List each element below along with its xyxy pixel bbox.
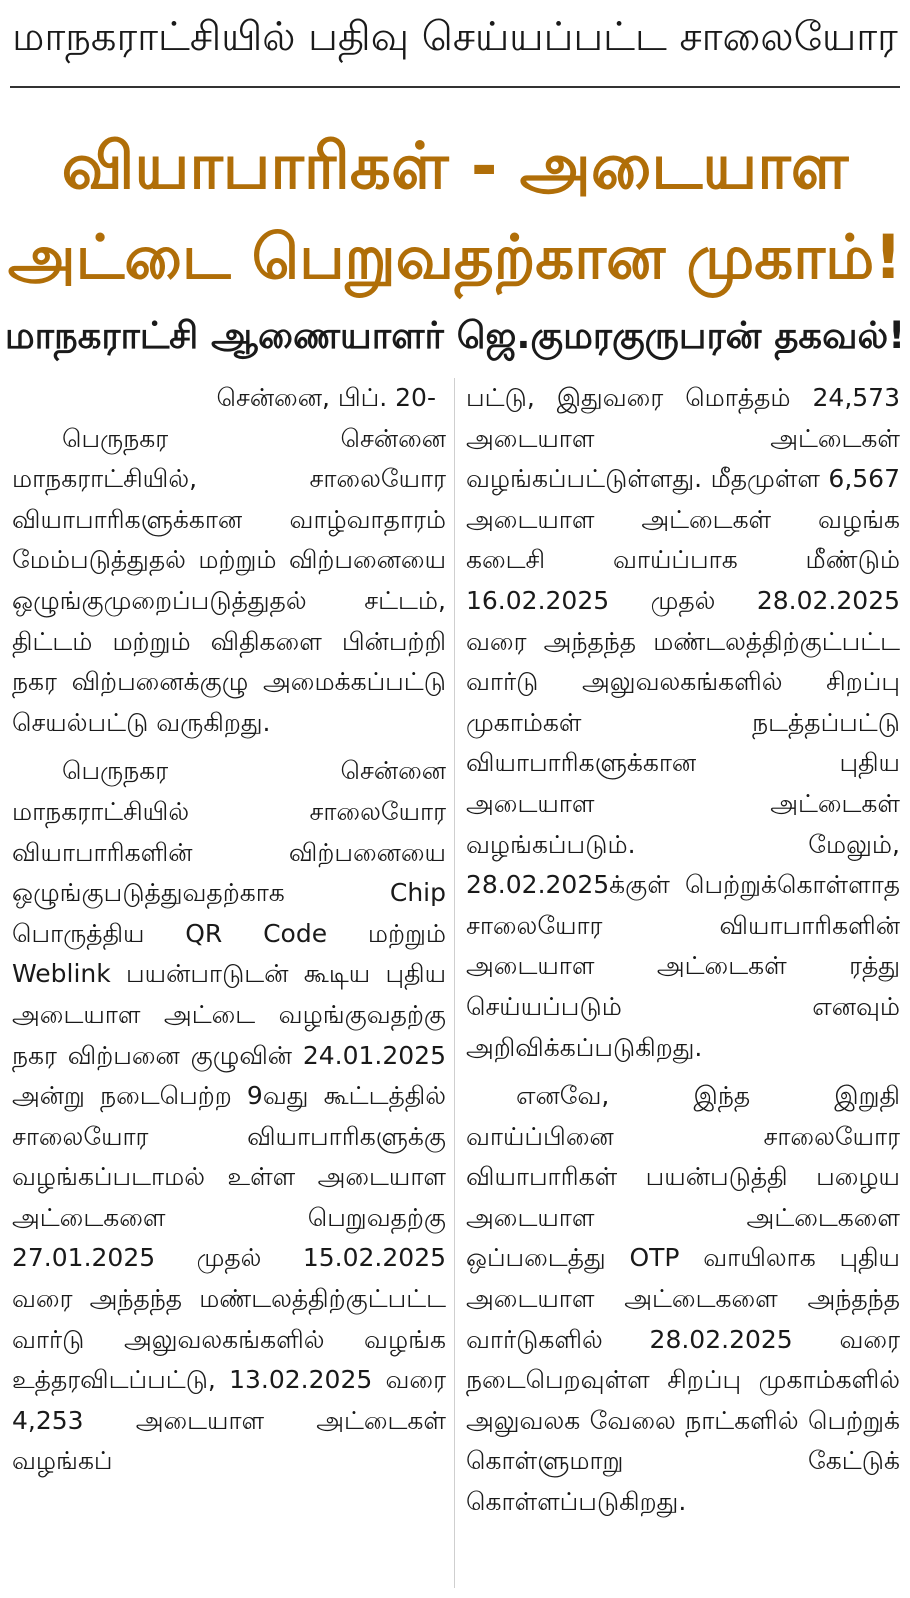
headline-line-2: அட்டை பெறுவதற்கான முகாம்! — [7, 222, 903, 293]
paragraph: பெருநகர சென்னை மாநகராட்சியில் சாலையோர வியாபாரிகளின் விற்பனையை ஒழுங்குபடுத்துவதற்காக Chip பொருத்திய QR Code மற்றும் Weblink பயன்பாடுடன் கூடிய புதிய அடையாள அட்டை வழங்குவதற்கு நகர விற்பனை குழுவின் 24.01.2025 அன்று நடைபெற்ற 9வது கூட்டத்தில் சாலையோர வியாபாரிகளுக்கு வழங்கப்படாமல் உள்ள அடையாள அட்டைகளை பெறுவதற்கு 27.01.2025 முதல் 15.02.2025 வரை அந்தந்த மண்டலத்திற்குட்பட்ட வார்டு அலுவலகங்களில் வழங்க உத்தரவிடப்பட்டு, 13.02.2025 வரை 4,253 அடையாள அட்டைகள் வழங்கப் — [12, 756, 446, 1476]
headline-line-1: வியாபாரிகள் - அடையாள — [61, 130, 849, 204]
dateline: சென்னை, பிப். 20- — [216, 383, 436, 412]
column-divider — [454, 378, 455, 1588]
paragraph: பெருநகர சென்னை மாநகராட்சியில், சாலையோர வியாபாரிகளுக்கான வாழ்வாதாரம் மேம்படுத்துதல் மற்றும் விற்பனையை ஒழுங்குமுறைப்படுத்துதல் சட்டம், திட்டம் மற்றும் விதிகளை பின்பற்றி நகர விற்பனைக்குழு அமைக்கப்பட்டு செயல்பட்டு வருகிறது. — [12, 423, 446, 737]
article-column-left — [12, 378, 446, 1482]
paragraph-continued: பட்டு, இதுவரை மொத்தம் 24,573 அடையாள அட்டைகள் வழங்கப்பட்டுள்ளது. மீதமுள்ள 6,567 அடையாள அட்டைகள் வழங்க கடைசி வாய்ப்பாக மீண்டும் 16.02.2025 முதல் 28.02.2025 வரை அந்தந்த மண்டலத்திற்குட்பட்ட வார்டு அலுவலகங்களில் சிறப்பு முகாம்கள் நடத்தப்பட்டு வியாபாரிகளுக்கான புதிய அடையாள அட்டைகள் வழங்கப்படும். மேலும், 28.02.2025க்குள் பெற்றுக்கொள்ளாத சாலையோர வியாபாரிகளின் அடையாள அட்டைகள் ரத்து செய்யப்படும் எனவும் அறிவிக்கப்படுகிறது. — [466, 383, 900, 1062]
paragraph: எனவே, இந்த இறுதி வாய்ப்பினை சாலையோர வியாபாரிகள் பயன்படுத்தி பழைய அடையாள அட்டைகளை ஒப்படைத்து OTP வாயிலாக புதிய அடையாள அட்டைகளை அந்தந்த வார்டுகளில் 28.02.2025 வரை நடைபெறவுள்ள சிறப்பு முகாம்களில் அலுவலக வேலை நாட்களில் பெற்றுக் கொள்ளுமாறு கேட்டுக் கொள்ளப்படுகிறது. — [466, 1081, 900, 1517]
subheadline: மாநகராட்சி ஆணையாளர் ஜெ.குமரகுருபரன் தகவல்! — [4, 314, 906, 357]
kicker-rule — [10, 86, 900, 88]
kicker-line: மாநகராட்சியில் பதிவு செய்யப்பட்ட சாலையோர — [12, 14, 898, 60]
article-column-right — [466, 378, 900, 1523]
